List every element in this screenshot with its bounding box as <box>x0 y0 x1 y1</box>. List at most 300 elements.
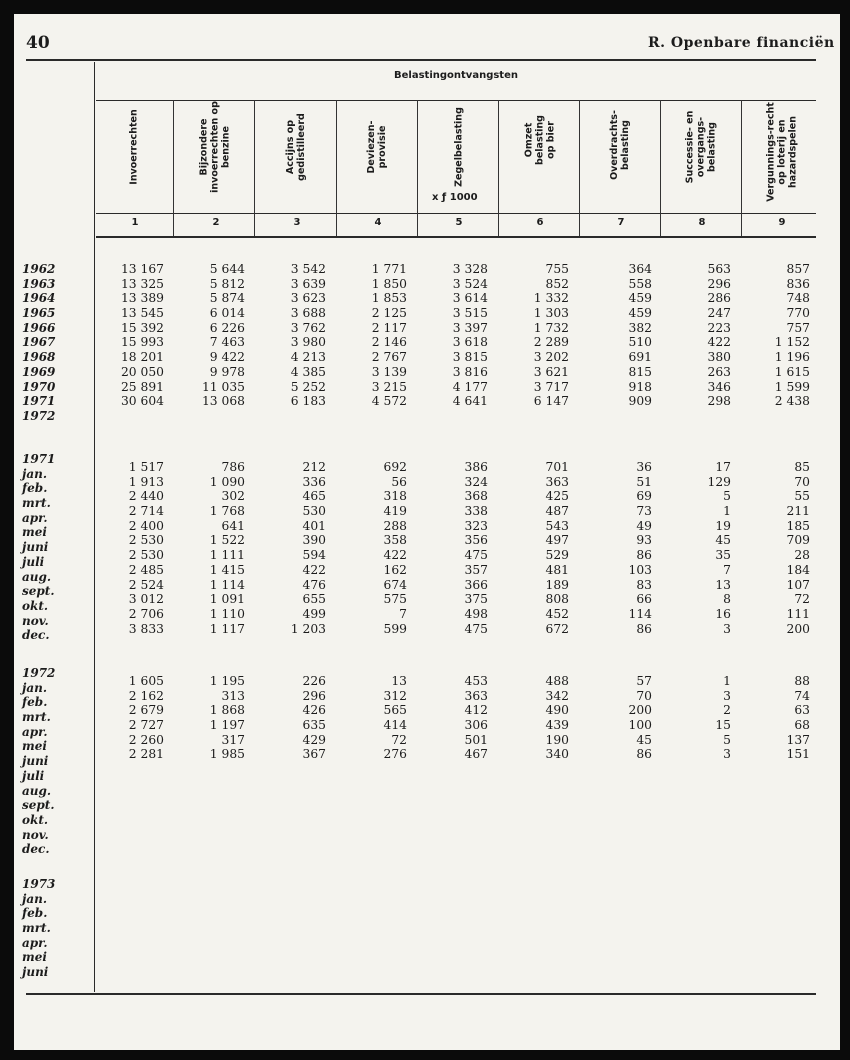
table-cell: 114 <box>628 606 652 621</box>
table-cell: 487 <box>545 504 569 519</box>
table-cell: 4 213 <box>290 350 326 365</box>
table-cell: 1 332 <box>533 291 569 306</box>
table-cell: 380 <box>707 350 731 365</box>
data-column-9 <box>732 460 810 636</box>
data-column-1 <box>86 674 164 762</box>
table-cell: 4 572 <box>371 394 407 409</box>
table-cell: 1 196 <box>774 350 810 365</box>
table-cell: 543 <box>545 518 569 533</box>
table-cell: 366 <box>464 577 488 592</box>
table-cell: 73 <box>636 504 652 519</box>
row-label: sept. <box>22 584 55 599</box>
data-column-9 <box>732 262 810 409</box>
table-cell: 363 <box>545 474 569 489</box>
table-cell: 9 422 <box>209 350 245 365</box>
table-cell: 6 147 <box>533 394 569 409</box>
table-cell: 20 050 <box>120 364 164 379</box>
table-cell: 1 985 <box>209 747 245 762</box>
table-cell: 336 <box>302 474 326 489</box>
data-column-7 <box>574 460 652 636</box>
table-cell: 3 618 <box>452 335 488 350</box>
table-cell: 770 <box>786 306 810 321</box>
table-cell: 425 <box>545 489 569 504</box>
table-cell: 35 <box>715 548 731 563</box>
table-cell: 575 <box>383 592 407 607</box>
table-cell: 72 <box>794 592 810 607</box>
table-cell: 49 <box>636 518 652 533</box>
table-cell: 129 <box>707 474 731 489</box>
table-cell: 599 <box>383 621 407 636</box>
table-cell: 672 <box>545 621 569 636</box>
column-number-2: 2 <box>212 217 220 228</box>
table-cell: 918 <box>628 379 652 394</box>
table-cell: 497 <box>545 533 569 548</box>
data-column-5 <box>410 674 488 762</box>
column-header-2: Bijzondere invoerrechten op benzine <box>198 101 232 193</box>
row-label: 1971 <box>22 452 56 466</box>
table-cell: 2 162 <box>128 688 164 703</box>
table-cell: 1 303 <box>533 306 569 321</box>
table-cell: 2 679 <box>128 703 164 718</box>
table-cell: 66 <box>636 592 652 607</box>
row-label: feb. <box>22 906 48 921</box>
column-header-3: Accijns op gedistilleerd <box>285 113 307 181</box>
table-cell: 63 <box>794 703 810 718</box>
table-cell: 346 <box>707 379 731 394</box>
row-label: 1966 <box>22 320 56 335</box>
table-cell: 13 167 <box>120 262 164 276</box>
table-cell: 2 524 <box>128 577 164 592</box>
row-label: juni <box>22 754 49 769</box>
table-cell: 85 <box>794 460 810 474</box>
table-cell: 367 <box>302 747 326 762</box>
table-cell: 6 014 <box>209 306 245 321</box>
table-cell: 363 <box>464 688 488 703</box>
table-cell: 100 <box>628 718 652 733</box>
table-cell: 459 <box>628 291 652 306</box>
table-cell: 68 <box>794 718 810 733</box>
table-cell: 83 <box>636 577 652 592</box>
table-cell: 530 <box>302 504 326 519</box>
data-column-5 <box>410 262 488 409</box>
row-label: 1962 <box>22 262 56 276</box>
header-rule <box>26 59 816 61</box>
table-cell: 56 <box>391 474 407 489</box>
row-label: juli <box>22 554 45 569</box>
table-cell: 1 853 <box>371 291 407 306</box>
table-cell: 313 <box>221 688 245 703</box>
table-cell: 7 463 <box>209 335 245 350</box>
table-cell: 2 767 <box>371 350 407 365</box>
table-cell: 51 <box>636 474 652 489</box>
table-cell: 3 717 <box>533 379 569 394</box>
column-header-9: Vergunnings-recht op loterij en hazardspelen <box>765 102 799 202</box>
data-column-3 <box>248 262 326 409</box>
row-label: nov. <box>22 827 49 842</box>
table-cell: 3 515 <box>452 306 488 321</box>
table-cell: 1 522 <box>209 533 245 548</box>
table-cell: 382 <box>628 320 652 335</box>
column-number-4: 4 <box>374 217 382 228</box>
table-cell: 635 <box>302 718 326 733</box>
table-cell: 69 <box>636 489 652 504</box>
table-cell: 481 <box>545 562 569 577</box>
table-cell: 1 195 <box>209 674 245 688</box>
row-label: feb. <box>22 695 48 710</box>
row-labels-1972 <box>22 666 86 857</box>
table-cell: 137 <box>786 732 810 747</box>
table-cell: 3 980 <box>290 335 326 350</box>
column-header-6: Omzet belasting op bier <box>523 115 557 165</box>
table-cell: 3 <box>723 747 731 762</box>
table-cell: 364 <box>628 262 652 276</box>
data-column-7 <box>574 262 652 409</box>
table-cell: 755 <box>545 262 569 276</box>
table-cell: 476 <box>302 577 326 592</box>
table-cell: 1 091 <box>209 592 245 607</box>
column-separator <box>579 100 580 236</box>
number-rule <box>96 236 816 238</box>
table-cell: 2 281 <box>128 747 164 762</box>
table-cell: 45 <box>715 533 731 548</box>
table-cell: 429 <box>302 732 326 747</box>
table-cell: 358 <box>383 533 407 548</box>
column-header-8: Successie- en overgangs-belasting <box>684 110 718 184</box>
table-title: Belastingontvangsten <box>394 70 518 81</box>
table-cell: 3 139 <box>371 364 407 379</box>
table-cell: 338 <box>464 504 488 519</box>
table-cell: 2 530 <box>128 548 164 563</box>
table-cell: 422 <box>707 335 731 350</box>
table-cell: 467 <box>464 747 488 762</box>
table-cell: 4 385 <box>290 364 326 379</box>
table-cell: 641 <box>221 518 245 533</box>
data-column-1 <box>86 262 164 409</box>
table-cell: 151 <box>786 747 810 762</box>
row-label: 1971 <box>22 394 56 409</box>
column-header-4: Deviezen-provisie <box>366 120 388 174</box>
table-cell: 815 <box>628 364 652 379</box>
table-cell: 368 <box>464 489 488 504</box>
table-cell: 5 252 <box>290 379 326 394</box>
row-label: 1963 <box>22 276 56 291</box>
table-cell: 45 <box>636 732 652 747</box>
data-column-2 <box>167 674 245 762</box>
row-label: sept. <box>22 798 55 813</box>
table-cell: 4 177 <box>452 379 488 394</box>
table-cell: 70 <box>636 688 652 703</box>
table-cell: 17 <box>715 460 731 474</box>
table-cell: 386 <box>464 460 488 474</box>
row-label: jan. <box>22 680 48 695</box>
table-cell: 1 771 <box>371 262 407 276</box>
table-cell: 1 114 <box>209 577 245 592</box>
table-cell: 709 <box>786 533 810 548</box>
table-cell: 1 913 <box>128 474 164 489</box>
table-cell: 162 <box>383 562 407 577</box>
data-column-4 <box>329 674 407 762</box>
data-column-6 <box>491 674 569 762</box>
table-cell: 15 <box>715 718 731 733</box>
row-label: jan. <box>22 466 48 481</box>
table-cell: 200 <box>786 621 810 636</box>
row-label: dec. <box>22 842 50 857</box>
table-cell: 30 604 <box>120 394 164 409</box>
row-label: 1972 <box>22 408 56 423</box>
table-cell: 36 <box>636 460 652 474</box>
table-cell: 318 <box>383 489 407 504</box>
table-cell: 2 289 <box>533 335 569 350</box>
table-cell: 3 816 <box>452 364 488 379</box>
column-number-6: 6 <box>536 217 544 228</box>
table-cell: 8 <box>723 592 731 607</box>
table-cell: 3 202 <box>533 350 569 365</box>
table-cell: 1 517 <box>128 460 164 474</box>
table-cell: 6 226 <box>209 320 245 335</box>
table-cell: 1 <box>723 674 731 688</box>
table-cell: 459 <box>628 306 652 321</box>
table-cell: 247 <box>707 306 731 321</box>
table-cell: 13 389 <box>120 291 164 306</box>
table-cell: 296 <box>302 688 326 703</box>
table-cell: 852 <box>545 276 569 291</box>
table-cell: 1 415 <box>209 562 245 577</box>
column-number-8: 8 <box>698 217 706 228</box>
table-cell: 498 <box>464 606 488 621</box>
row-label: juli <box>22 768 45 783</box>
table-cell: 499 <box>302 606 326 621</box>
table-cell: 412 <box>464 703 488 718</box>
table-cell: 74 <box>794 688 810 703</box>
data-column-3 <box>248 460 326 636</box>
table-cell: 306 <box>464 718 488 733</box>
table-cell: 55 <box>794 489 810 504</box>
table-cell: 13 068 <box>201 394 245 409</box>
data-column-6 <box>491 262 569 409</box>
data-column-4 <box>329 460 407 636</box>
data-column-8 <box>653 674 731 762</box>
column-number-1: 1 <box>131 217 139 228</box>
table-cell: 529 <box>545 548 569 563</box>
table-cell: 1 868 <box>209 703 245 718</box>
row-label: apr. <box>22 724 48 739</box>
column-separator <box>336 100 337 236</box>
column-header-5: Zegelbelasting <box>453 107 465 187</box>
table-cell: 357 <box>464 562 488 577</box>
table-cell: 3 623 <box>290 291 326 306</box>
table-cell: 452 <box>545 606 569 621</box>
row-label: mrt. <box>22 921 51 936</box>
table-cell: 13 <box>715 577 731 592</box>
table-cell: 426 <box>302 703 326 718</box>
table-cell: 263 <box>707 364 731 379</box>
table-cell: 111 <box>786 606 810 621</box>
table-cell: 2 <box>723 703 731 718</box>
row-label: juni <box>22 965 49 980</box>
table-cell: 692 <box>383 460 407 474</box>
row-label: 1969 <box>22 364 56 379</box>
table-cell: 808 <box>545 592 569 607</box>
table-cell: 15 993 <box>120 335 164 350</box>
table-cell: 475 <box>464 548 488 563</box>
table-cell: 3 <box>723 621 731 636</box>
row-label: juni <box>22 540 49 555</box>
table-cell: 2 727 <box>128 718 164 733</box>
row-label: 1970 <box>22 379 56 394</box>
table-cell: 302 <box>221 489 245 504</box>
table-cell: 501 <box>464 732 488 747</box>
row-label: okt. <box>22 812 49 827</box>
table-cell: 439 <box>545 718 569 733</box>
column-separator <box>417 100 418 236</box>
table-cell: 909 <box>628 394 652 409</box>
data-column-9 <box>732 674 810 762</box>
table-cell: 3 639 <box>290 276 326 291</box>
table-cell: 674 <box>383 577 407 592</box>
table-cell: 276 <box>383 747 407 762</box>
table-cell: 2 400 <box>128 518 164 533</box>
table-cell: 565 <box>383 703 407 718</box>
table-cell: 1 599 <box>774 379 810 394</box>
data-column-2 <box>167 460 245 636</box>
row-label: mei <box>22 525 47 540</box>
table-cell: 3 <box>723 688 731 703</box>
data-column-1 <box>86 460 164 636</box>
table-cell: 488 <box>545 674 569 688</box>
table-cell: 2 125 <box>371 306 407 321</box>
table-cell: 323 <box>464 518 488 533</box>
row-label: aug. <box>22 783 52 798</box>
table-cell: 13 325 <box>120 276 164 291</box>
table-cell: 3 621 <box>533 364 569 379</box>
table-cell: 3 688 <box>290 306 326 321</box>
table-cell: 691 <box>628 350 652 365</box>
column-separator <box>660 100 661 236</box>
table-cell: 2 438 <box>774 394 810 409</box>
table-cell: 594 <box>302 548 326 563</box>
table-cell: 19 <box>715 518 731 533</box>
column-header-1: Invoerrechten <box>128 109 140 185</box>
row-labels-1971 <box>22 452 86 643</box>
table-cell: 7 <box>399 606 407 621</box>
table-cell: 324 <box>464 474 488 489</box>
data-column-7 <box>574 674 652 762</box>
row-label: mrt. <box>22 710 51 725</box>
data-column-6 <box>491 460 569 636</box>
table-cell: 2 714 <box>128 504 164 519</box>
table-cell: 2 485 <box>128 562 164 577</box>
column-separator <box>254 100 255 236</box>
row-label: 1964 <box>22 291 56 306</box>
table-cell: 475 <box>464 621 488 636</box>
table-cell: 212 <box>302 460 326 474</box>
table-cell: 748 <box>786 291 810 306</box>
table-cell: 558 <box>628 276 652 291</box>
table-cell: 465 <box>302 489 326 504</box>
table-cell: 298 <box>707 394 731 409</box>
table-cell: 5 <box>723 732 731 747</box>
table-cell: 11 035 <box>201 379 245 394</box>
table-cell: 342 <box>545 688 569 703</box>
table-cell: 226 <box>302 674 326 688</box>
table-cell: 356 <box>464 533 488 548</box>
row-label: feb. <box>22 481 48 496</box>
table-cell: 296 <box>707 276 731 291</box>
table-cell: 414 <box>383 718 407 733</box>
table-cell: 288 <box>383 518 407 533</box>
table-cell: 2 146 <box>371 335 407 350</box>
row-label: 1965 <box>22 306 56 321</box>
table-cell: 190 <box>545 732 569 747</box>
table-cell: 5 644 <box>209 262 245 276</box>
table-cell: 185 <box>786 518 810 533</box>
table-cell: 390 <box>302 533 326 548</box>
row-label: apr. <box>22 935 48 950</box>
table-cell: 25 891 <box>120 379 164 394</box>
table-cell: 3 542 <box>290 262 326 276</box>
data-column-8 <box>653 460 731 636</box>
column-header-7: Overdrachts-belasting <box>609 110 631 180</box>
row-label: 1968 <box>22 350 56 365</box>
table-cell: 1 768 <box>209 504 245 519</box>
table-cell: 103 <box>628 562 652 577</box>
row-label: 1973 <box>22 877 56 891</box>
row-label: apr. <box>22 510 48 525</box>
table-cell: 312 <box>383 688 407 703</box>
table-cell: 419 <box>383 504 407 519</box>
column-number-7: 7 <box>617 217 625 228</box>
table-cell: 3 762 <box>290 320 326 335</box>
table-cell: 563 <box>707 262 731 276</box>
table-cell: 7 <box>723 562 731 577</box>
row-label: okt. <box>22 598 49 613</box>
table-cell: 200 <box>628 703 652 718</box>
table-cell: 6 183 <box>290 394 326 409</box>
table-cell: 93 <box>636 533 652 548</box>
table-cell: 57 <box>636 674 652 688</box>
table-cell: 88 <box>794 674 810 688</box>
table-cell: 16 <box>715 606 731 621</box>
table-cell: 1 203 <box>290 621 326 636</box>
column-separator <box>173 100 174 236</box>
row-label: aug. <box>22 569 52 584</box>
row-label: jan. <box>22 891 48 906</box>
table-cell: 340 <box>545 747 569 762</box>
table-cell: 1 850 <box>371 276 407 291</box>
table-cell: 3 328 <box>452 262 488 276</box>
page-number: 40 <box>26 33 50 53</box>
table-cell: 70 <box>794 474 810 489</box>
table-cell: 1 <box>723 504 731 519</box>
table-cell: 5 812 <box>209 276 245 291</box>
table-cell: 836 <box>786 276 810 291</box>
table-cell: 86 <box>636 548 652 563</box>
column-separator <box>741 100 742 236</box>
table-cell: 5 874 <box>209 291 245 306</box>
table-cell: 317 <box>221 732 245 747</box>
table-cell: 786 <box>221 460 245 474</box>
row-label: nov. <box>22 613 49 628</box>
table-cell: 3 012 <box>128 592 164 607</box>
table-cell: 286 <box>707 291 731 306</box>
table-cell: 401 <box>302 518 326 533</box>
colhead-rule <box>96 213 816 214</box>
table-cell: 5 <box>723 489 731 504</box>
data-column-2 <box>167 262 245 409</box>
row-labels-annual <box>22 262 86 424</box>
unit-note: x ƒ 1000 <box>432 192 478 203</box>
table-cell: 2 530 <box>128 533 164 548</box>
